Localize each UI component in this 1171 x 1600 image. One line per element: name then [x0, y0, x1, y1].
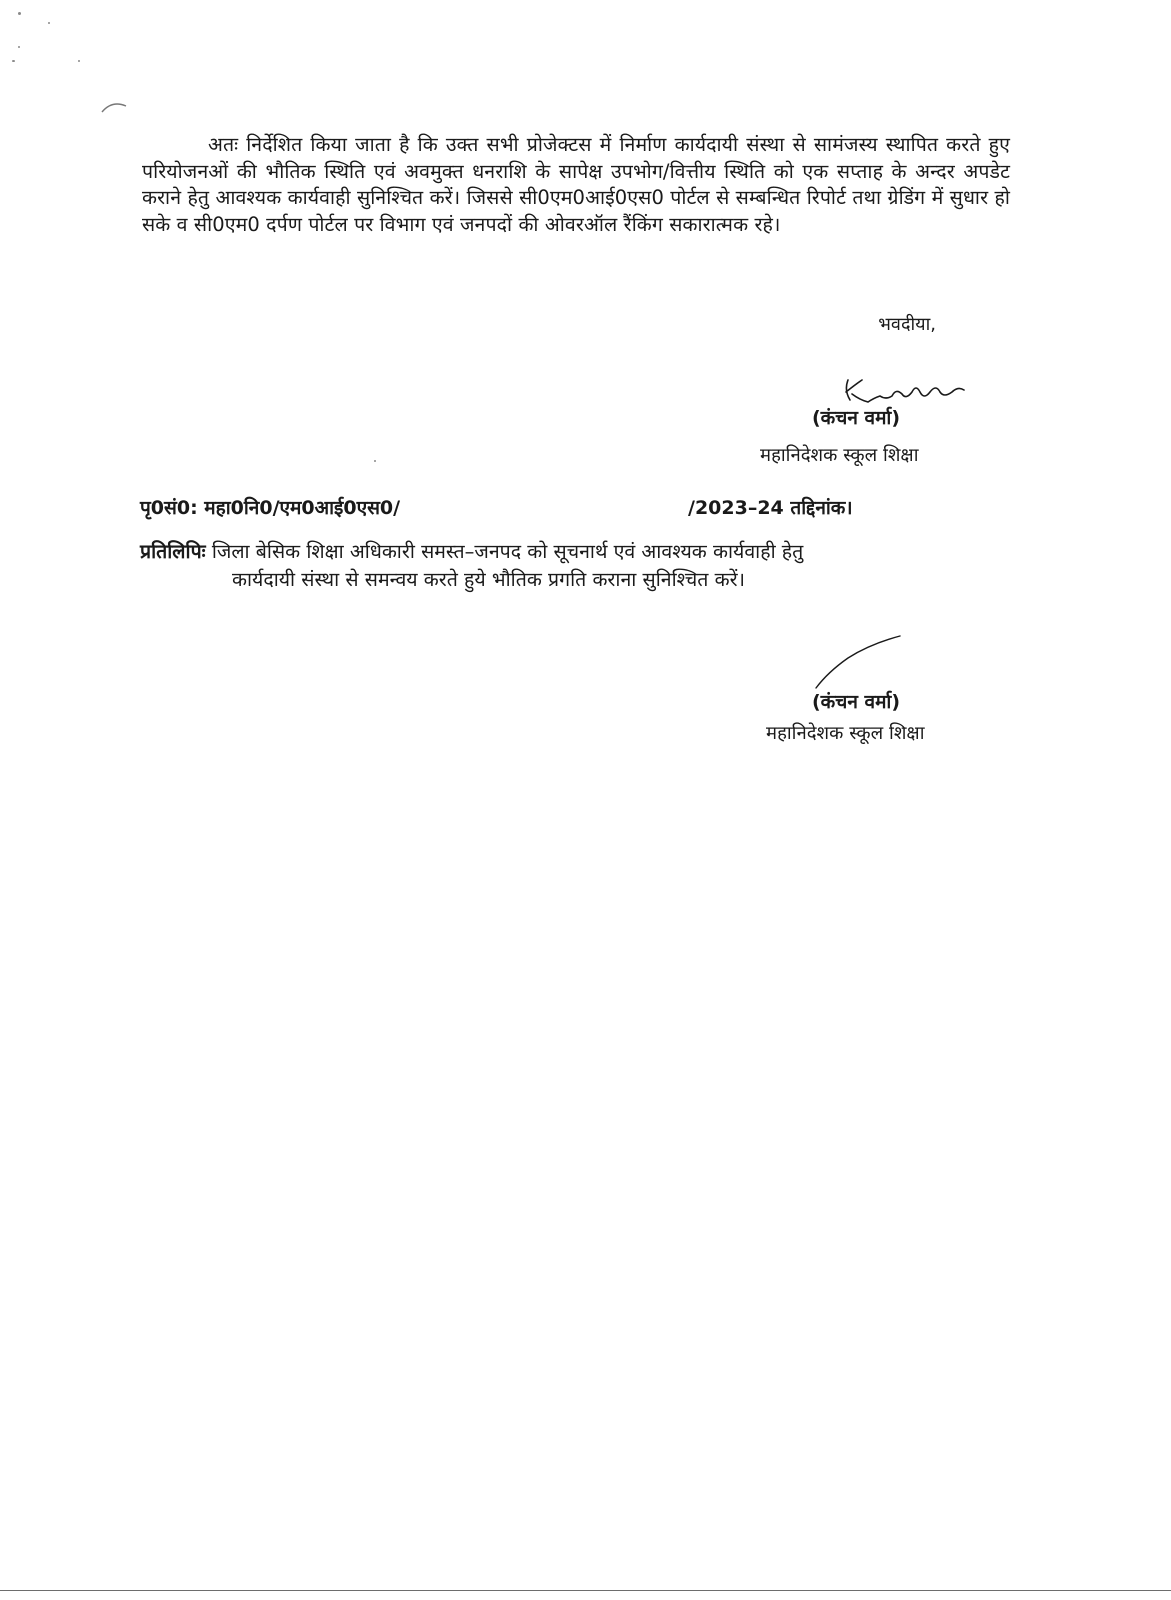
scan-speck	[18, 12, 21, 15]
closing-salutation: भवदीया,	[878, 314, 936, 335]
copy-to-line-2: कार्यदायी संस्था से समन्वय करते हुये भौतिक प्रगति कराना सुनिश्चित करें।	[232, 568, 745, 591]
signer-designation-1: महानिदेशक स्कूल शिक्षा	[760, 445, 919, 466]
copy-to-label: प्रतिलिपिः	[140, 540, 206, 563]
scan-speck	[374, 460, 376, 462]
copy-to-line-1: जिला बेसिक शिक्षा अधिकारी समस्त–जनपद को सूचनार्थ एवं आवश्यक कार्यवाही हेतु	[211, 540, 804, 563]
scan-speck	[18, 46, 20, 48]
scan-speck	[48, 22, 50, 24]
scan-bottom-edge	[0, 1590, 1171, 1591]
scan-speck	[12, 60, 15, 62]
signer-name-2: (कंचन वर्मा)	[812, 691, 901, 713]
initial-tick-mark	[808, 632, 908, 692]
reference-number: पृ0सं0: महा0नि0/एम0आई0एस0/	[140, 497, 401, 519]
copy-to-block	[140, 538, 1010, 594]
reference-date: /2023–24 तद्दिनांक।	[688, 497, 853, 519]
signer-name-1: (कंचन वर्मा)	[812, 407, 901, 429]
scan-speck	[78, 60, 80, 62]
corner-arc-mark	[100, 98, 130, 116]
signer-designation-2: महानिदेशक स्कूल शिक्षा	[766, 723, 925, 744]
body-paragraph: अतः निर्देशित किया जाता है कि उक्त सभी प्रोजेक्टस में निर्माण कार्यदायी संस्था से सामंजस्य स्थापित करते हुए परियोजनओं की भौतिक स्थिति एवं अवमुक्त धनराशि के सापेक्ष उपभोग/वित्तीय स्थिति को एक सप्ताह के अन्दर अपडेट कराने हेतु आवश्यक कार्यवाही सुनिश्चित करें। जिससे सी0एम0आई0एस0 पोर्टल से सम्बन्धित रिपोर्ट तथा ग्रेडिंग में सुधार हो सके व सी0एम0 दर्पण पोर्टल पर विभाग एवं जनपदों की ओवरऑल रैंकिंग सकारात्मक रहे।	[142, 133, 1010, 236]
